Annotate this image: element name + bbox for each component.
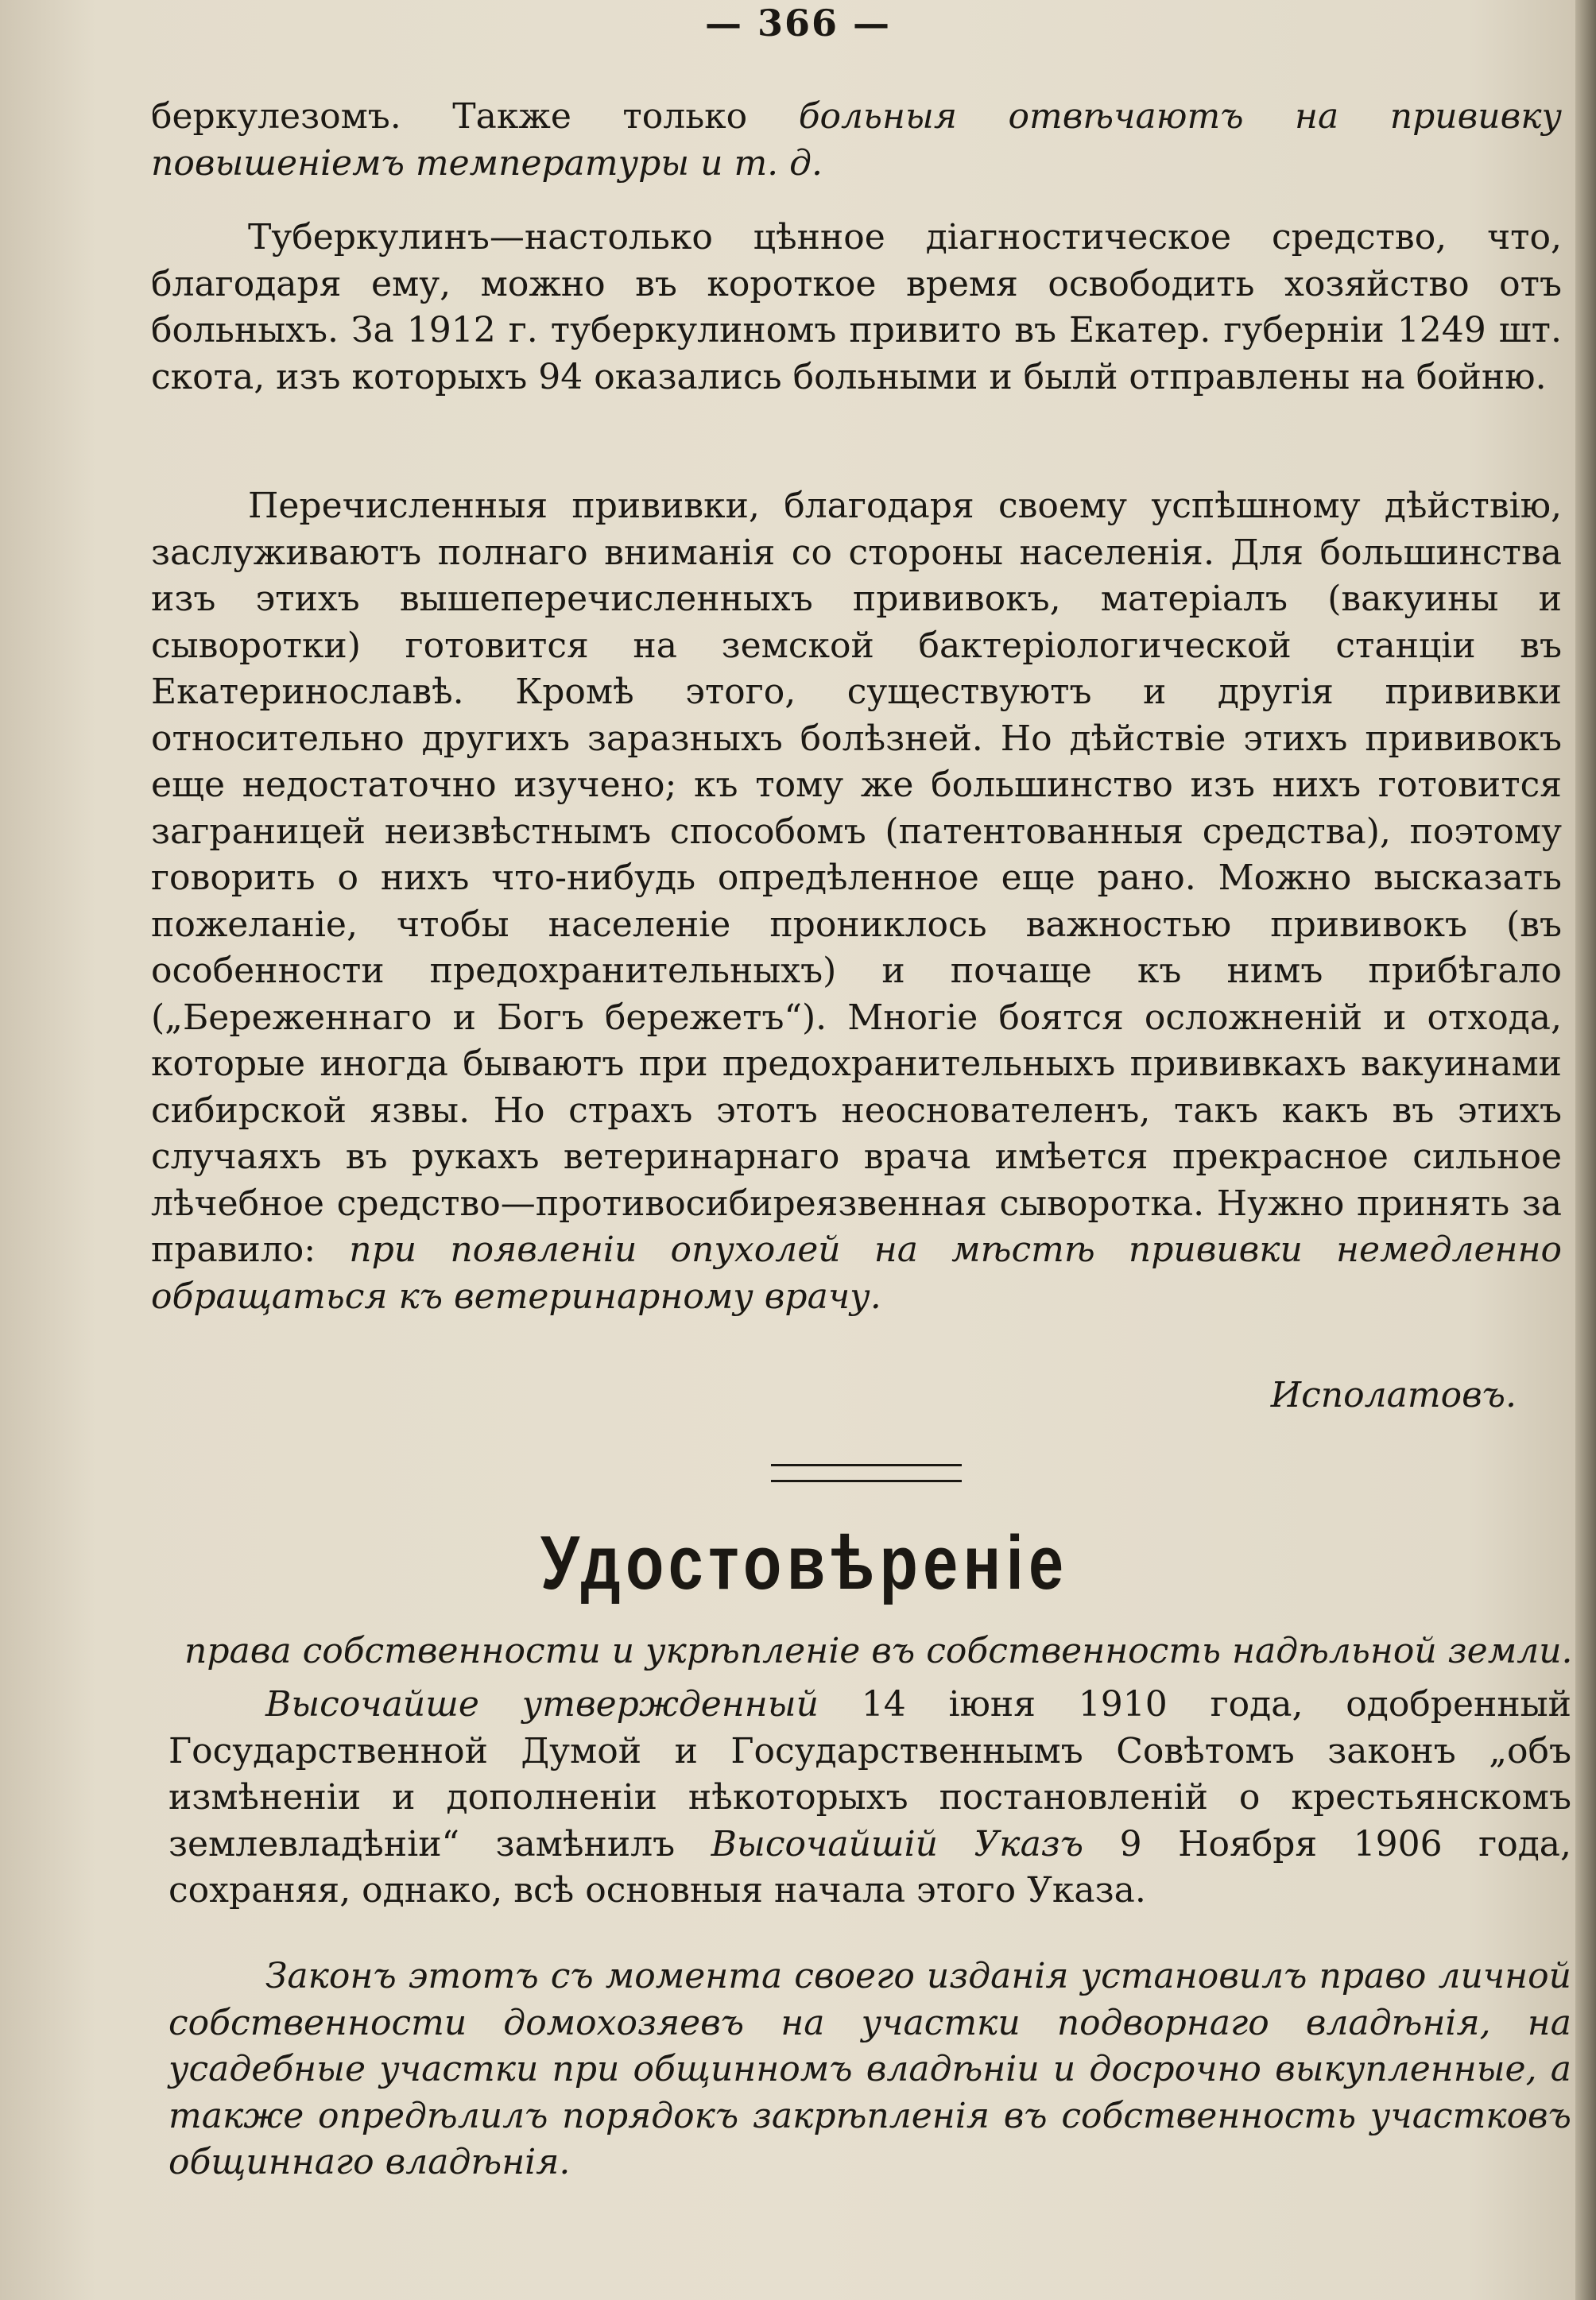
section-divider-top bbox=[771, 1464, 962, 1466]
paragraph-text: Туберкулинъ—настолько цѣнное діагностическое средство, что, благодаря ему, можно въ короткое время освободить хозяйство отъ больныхъ. За 1912 г. туберкулиномъ привито въ Екатер. губерніи 1249 шт. скота, изъ которыхъ 94 оказались больными и былй отправлены на бойню. bbox=[151, 217, 1562, 397]
author-signature: Исполатовъ. bbox=[1270, 1375, 1517, 1415]
section-divider-bottom bbox=[771, 1480, 962, 1482]
page-number: — 366 — bbox=[704, 2, 892, 45]
paragraph-emphasis: Законъ этотъ съ момента своего изданія установилъ право личной собственности домохозяевъ на участки подворнаго владѣнія, на усадебные участки при общинномъ владѣніи и досрочно выкупленные, а также опредѣлилъ порядокъ закрѣпленія въ собственность участковъ общиннаго владѣнія. bbox=[169, 1956, 1571, 2182]
paragraph-ownership bbox=[169, 1953, 1571, 2186]
paragraph-emphasis: Высочайшій Указъ bbox=[711, 1823, 1084, 1864]
paragraph-emphasis: при появленіи опухолей на мѣстѣ прививки немедленно обращаться къ ветеринарному врачу. bbox=[151, 1229, 1562, 1317]
book-binding-edge bbox=[1575, 0, 1596, 2300]
paragraph-law bbox=[169, 1682, 1571, 1915]
paragraph-text: 9 Ноября 1906 года, сохраняя, однако, всѣ основныя начала этого Указа. bbox=[169, 1823, 1571, 1911]
paragraph-tuberculin bbox=[151, 215, 1562, 401]
paragraph-text: 14 іюня 1910 года, одобренный Государственной Думой и Государственнымъ Совѣтомъ законъ „объ измѣненіи и дополненіи нѣкоторыхъ постановленій о крестьянскомъ землевладѣніи“ замѣнилъ bbox=[169, 1684, 1572, 1864]
paragraph-emphasis: Высочайше утвержденный bbox=[265, 1684, 819, 1725]
paragraph-vaccinations bbox=[151, 483, 1562, 1320]
paragraph-text: беркулезомъ. Также только bbox=[151, 96, 799, 137]
paragraph-text: Перечисленныя прививки, благодаря своему успѣшному дѣйствію, заслуживаютъ полнаго вниманія со стороны населенія. Для большинства изъ этихъ вышеперечисленныхъ прививокъ, матеріалъ (вакуины и сыворотки) готовится на земской бактеріологической станціи въ Екатеринославѣ. Кромѣ этого, существуютъ и другія прививки относительно другихъ заразныхъ болѣзней. Но дѣйствіе этихъ прививокъ еще недостаточно изучено; къ тому же большинство изъ нихъ готовится заграницей неизвѣстнымъ способомъ (патентованныя средства), поэтому говорить о нихъ что-нибудь опредѣленное еще рано. Можно высказать пожеланіе, чтобы населеніе прониклось важностью прививокъ (въ особенности предохранительныхъ) и почаще къ нимъ прибѣгало („Береженнаго и Богъ бережетъ“). Многіе боятся осложненій и отхода, которые иногда бываютъ при предохранительныхъ прививкахъ вакуинами сибирской язвы. Но страхъ этотъ неоснователенъ, такъ какъ въ этихъ случаяхъ въ рукахъ ветеринарнаго врача имѣется прекрасное сильное лѣчебное средство—противосибиреязвенная сыворотка. Нужно принять за правило: bbox=[151, 486, 1562, 1270]
section-subtitle: права собственности и укрѣпленіе въ собственность надѣльной земли. bbox=[184, 1631, 1573, 1671]
paragraph-emphasis: больныя отвѣчаютъ на прививку повышеніемъ температуры и т. д. bbox=[151, 96, 1562, 184]
section-title: Удостовѣреніе bbox=[540, 1520, 1069, 1605]
paragraph-continuation bbox=[151, 94, 1562, 187]
